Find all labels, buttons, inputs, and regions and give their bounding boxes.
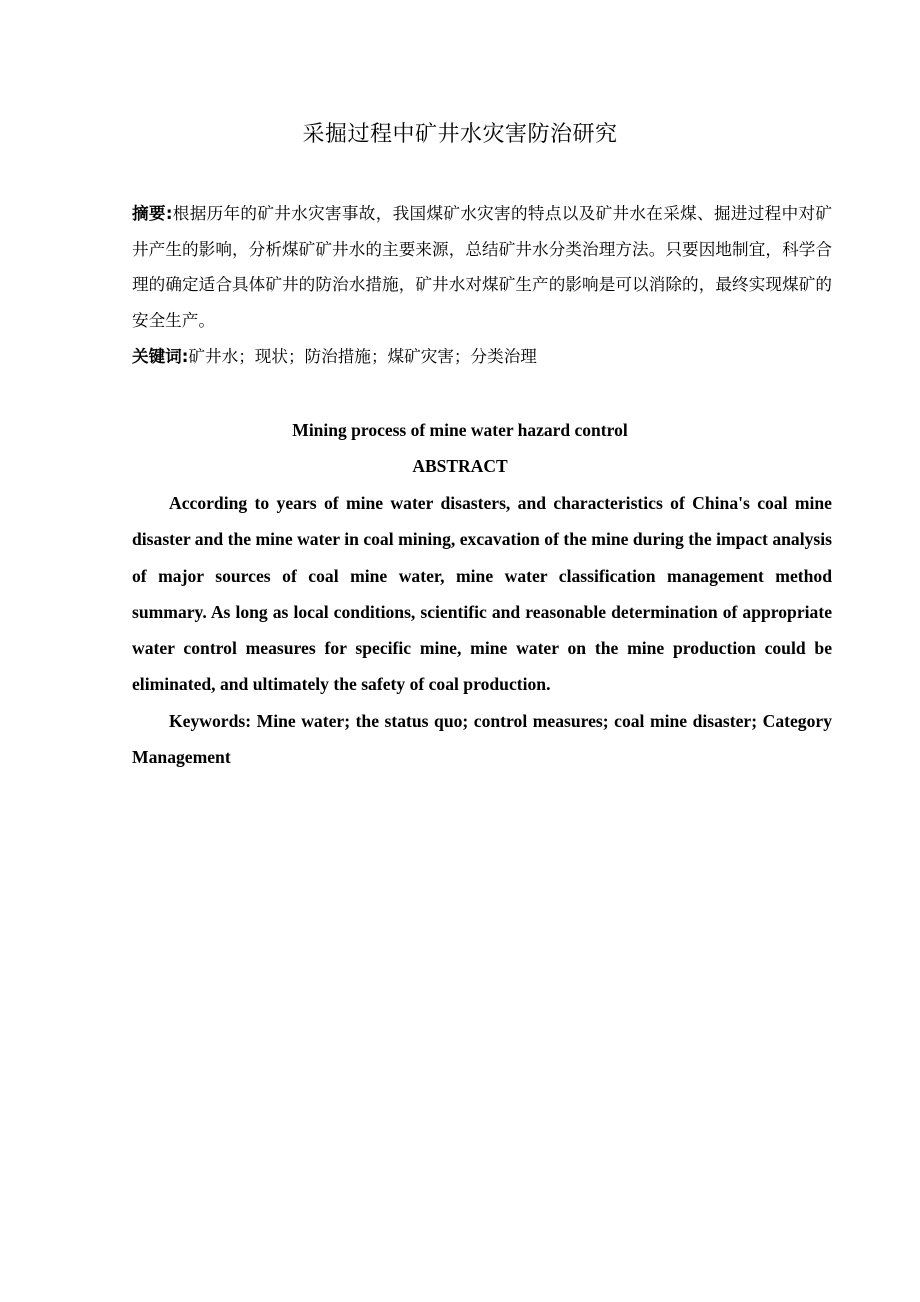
chinese-abstract-text: 根据历年的矿井水灾害事故，我国煤矿水灾害的特点以及矿井水在采煤、掘进过程中对矿井产生的影响，分析煤矿矿井水的主要来源，总结矿井水分类治理方法。只要因地制宜，科学合理的确定适合具体矿井的防治水措施，矿井水对煤矿生产的影响是可以消除的，最终实现煤矿的安全生产。: [132, 204, 833, 330]
chinese-keywords-label: 关键词:: [132, 347, 189, 366]
english-abstract-text: According to years of mine water disasters, and characteristics of China's coal mine disaster and the mine water in coal mining, excavation of the mine during the impact analysis of major sources of coal mine water, mine water classification management method summary. As long as local conditions, scientific and reasonable determination of appropriate water control measures for specific mine, mine water on the mine production could be eliminated, and ultimately the safety of coal production.: [132, 493, 832, 695]
chinese-abstract-label: 摘要:: [132, 204, 173, 223]
english-abstract-heading: ABSTRACT: [412, 456, 508, 476]
chinese-keywords: [132, 340, 832, 374]
chinese-abstract: [132, 196, 832, 338]
english-title: Mining process of mine water hazard control: [292, 420, 628, 440]
english-keywords: Keywords: Mine water; the status quo; control measures; coal mine disaster; Category Management: [132, 711, 832, 768]
chinese-keywords-text: 矿井水；现状；防治措施；煤矿灾害；分类治理: [188, 347, 537, 366]
chinese-title: 采掘过程中矿井水灾害防治研究: [302, 122, 618, 147]
